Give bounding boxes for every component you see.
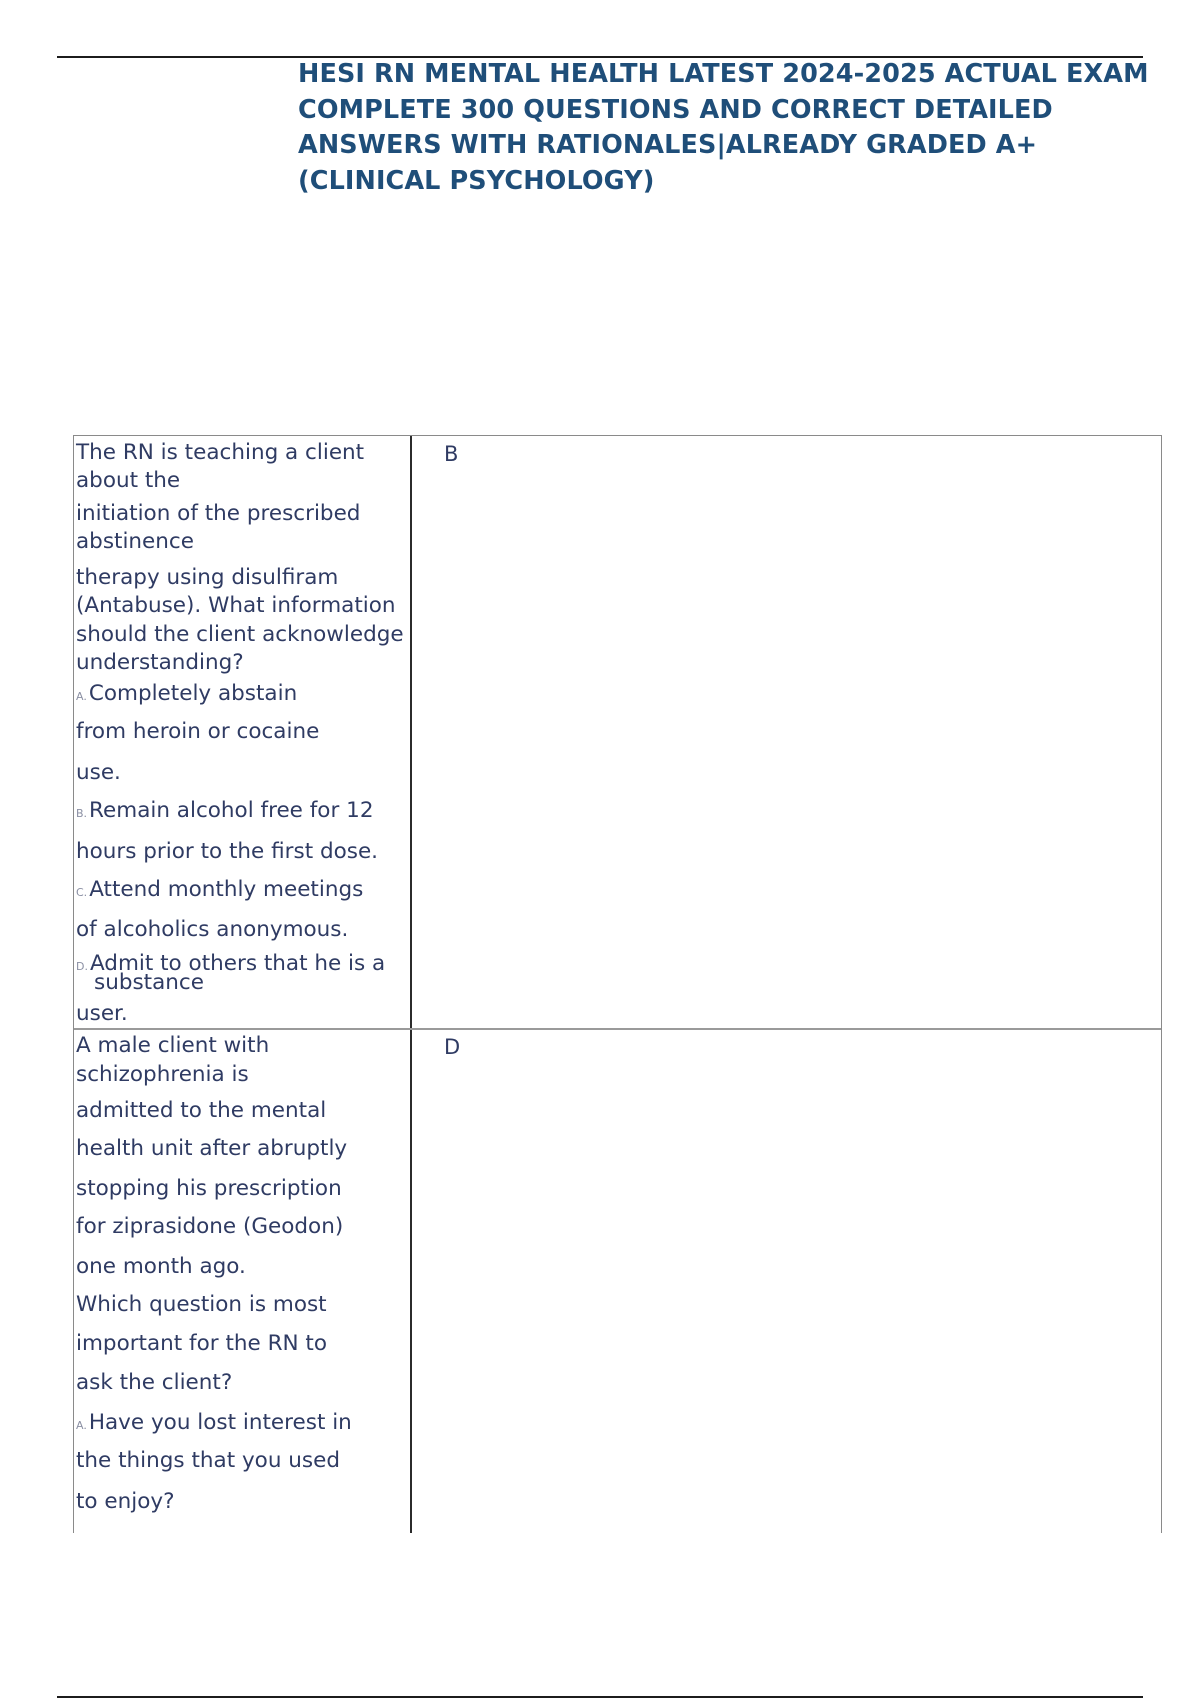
column-divider	[410, 436, 412, 1533]
question-line: abstinence	[76, 529, 194, 554]
option-line: the things that you used	[76, 1448, 340, 1473]
option-line: to enjoy?	[76, 1489, 175, 1514]
option-letter: A.	[76, 690, 87, 703]
title-line: ANSWERS WITH RATIONALES|ALREADY GRADED A+	[298, 130, 1038, 160]
option-b	[76, 798, 374, 823]
option-text: Attend monthly meetings	[89, 877, 364, 902]
question-line: stopping his prescription	[76, 1176, 342, 1201]
option-text: Remain alcohol free for 12	[89, 798, 374, 823]
option-letter: B.	[76, 807, 88, 820]
question-line: therapy using disulfiram	[76, 565, 339, 590]
option-a	[76, 681, 297, 706]
question-line: for ziprasidone (Geodon)	[76, 1214, 344, 1239]
question-line: Which question is most	[76, 1292, 327, 1317]
question-line: ask the client?	[76, 1370, 233, 1395]
option-a	[76, 1410, 352, 1435]
row-separator	[74, 1028, 1161, 1030]
option-line: from heroin or cocaine	[76, 719, 320, 744]
option-line: use.	[76, 760, 121, 785]
option-text: Admit to others that he is a	[89, 951, 386, 976]
option-line: hours prior to the first dose.	[76, 839, 379, 864]
option-letter: D.	[76, 960, 88, 973]
option-line: substance	[94, 970, 204, 995]
question-line: important for the RN to	[76, 1331, 328, 1356]
qa-table	[73, 435, 1162, 1533]
answer-cell-1: B	[444, 442, 459, 466]
option-letter: A.	[76, 1419, 87, 1432]
option-text: Have you lost interest in	[88, 1410, 352, 1435]
question-line: initiation of the prescribed	[76, 501, 361, 526]
question-line: The RN is teaching a client	[76, 440, 365, 465]
option-text: Completely abstain	[88, 681, 298, 706]
question-line: should the client acknowledge	[76, 622, 404, 647]
option-c	[76, 877, 363, 902]
option-letter: C.	[76, 886, 88, 899]
title-line: HESI RN MENTAL HEALTH LATEST 2024-2025 ACTUAL EXAM	[298, 59, 1149, 89]
question-line: A male client with	[76, 1033, 270, 1058]
document-title	[298, 57, 1178, 199]
bottom-rule	[57, 1696, 1143, 1698]
question-line: health unit after abruptly	[76, 1136, 348, 1161]
title-line: COMPLETE 300 QUESTIONS AND CORRECT DETAILED	[298, 94, 1053, 125]
option-line: of alcoholics anonymous.	[76, 917, 349, 942]
question-line: schizophrenia is	[76, 1062, 249, 1087]
question-line: understanding?	[76, 650, 244, 675]
option-line: user.	[76, 1001, 128, 1026]
question-line: admitted to the mental	[76, 1098, 327, 1123]
title-line: (CLINICAL PSYCHOLOGY)	[298, 165, 655, 196]
question-line: one month ago.	[76, 1254, 246, 1279]
question-line: about the	[76, 468, 181, 493]
question-line: (Antabuse). What information	[76, 593, 396, 618]
answer-cell-2: D	[444, 1035, 461, 1059]
